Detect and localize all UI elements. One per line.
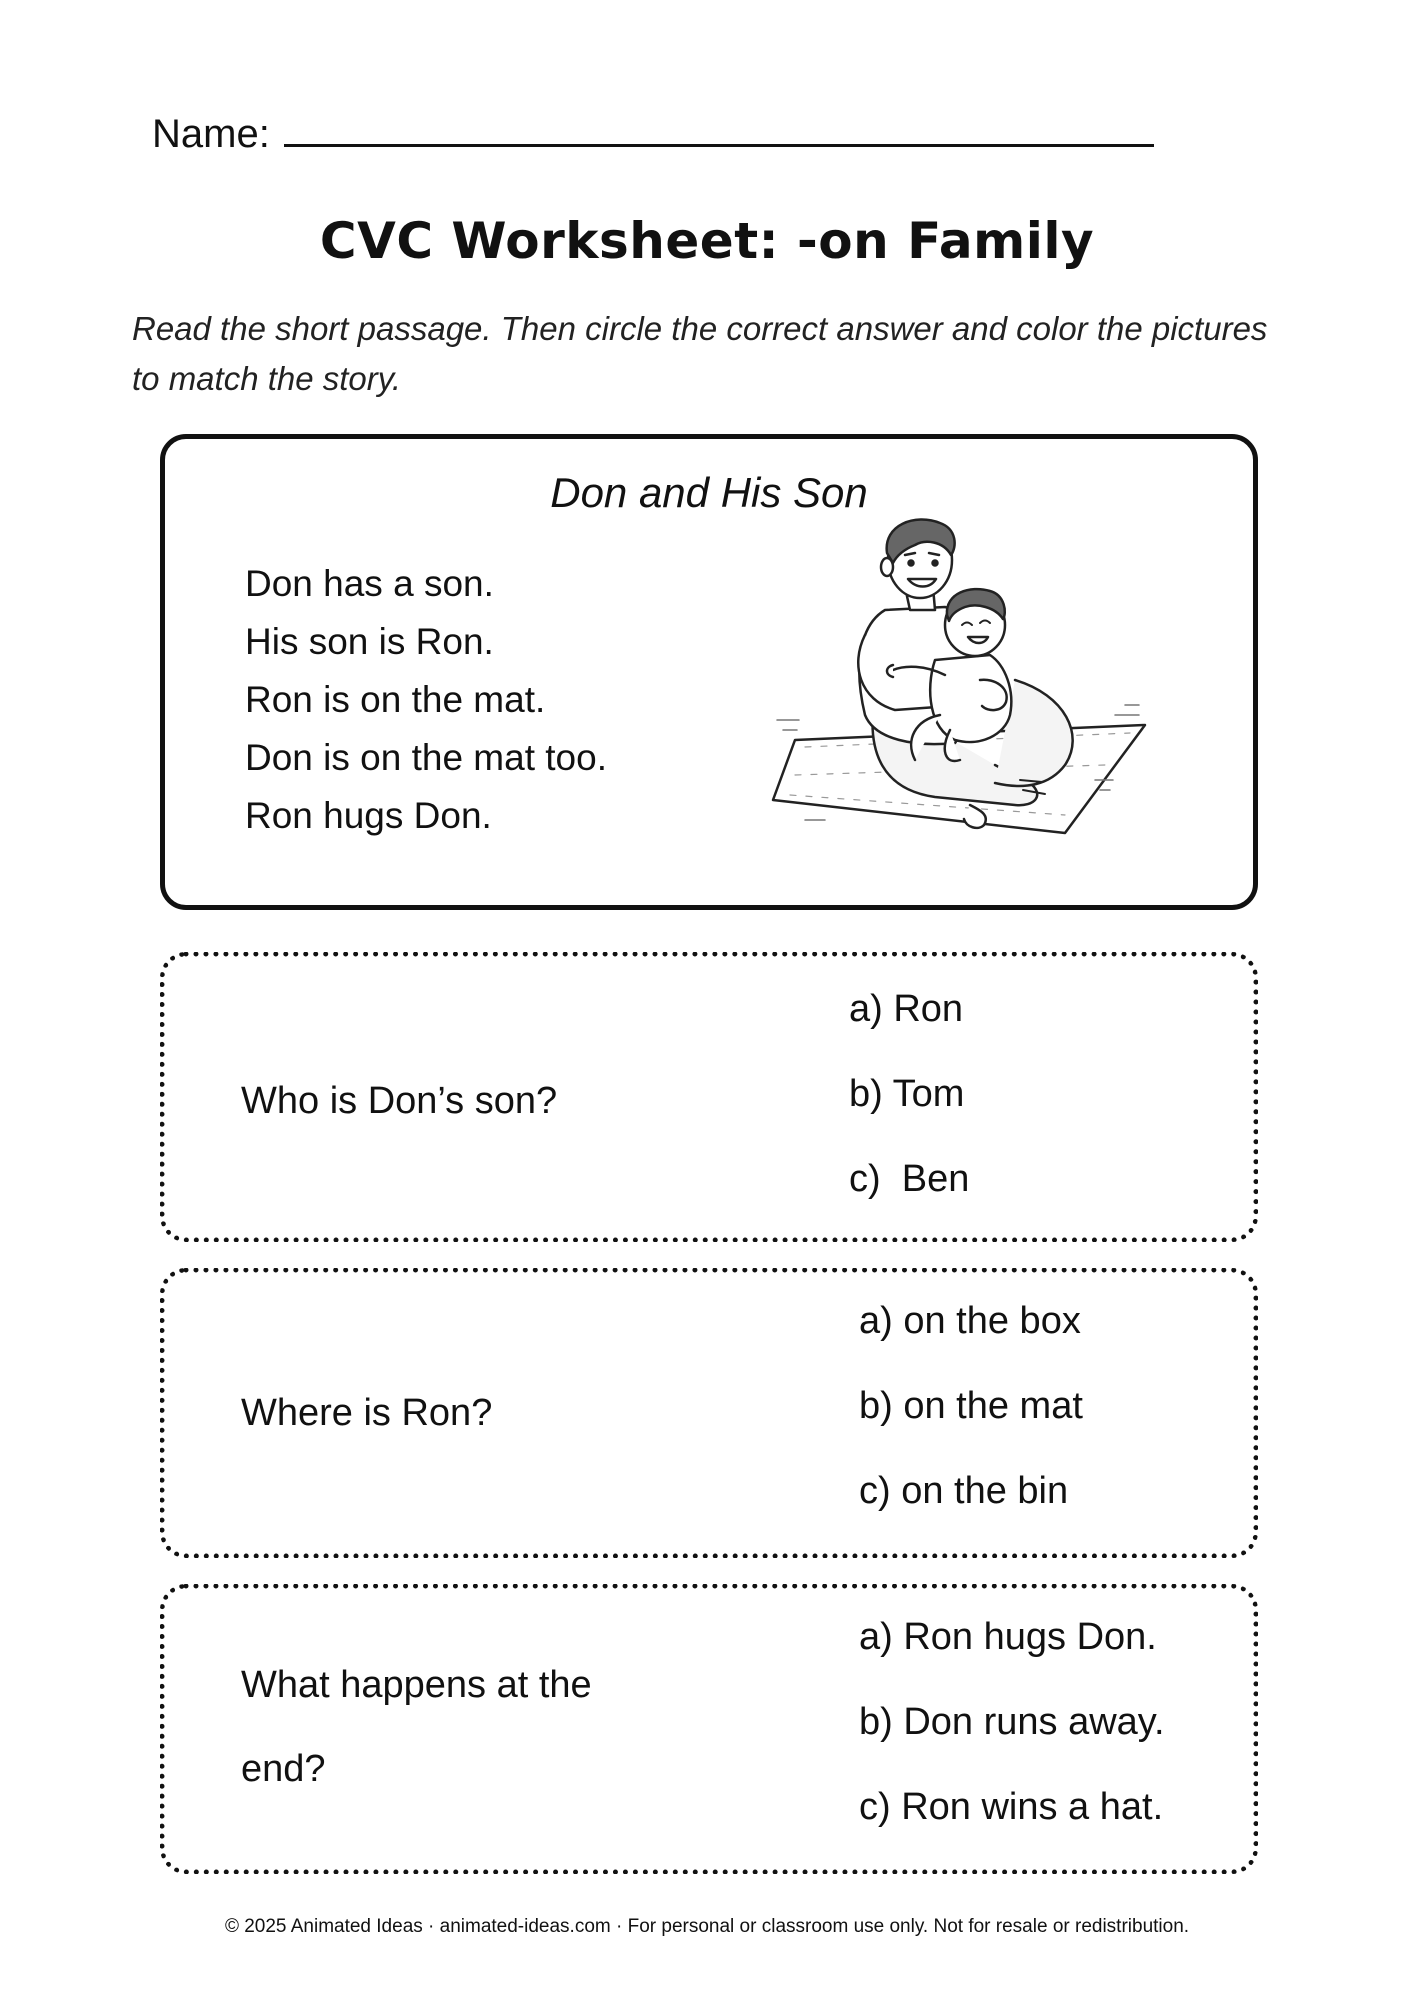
- question-box-1: [160, 952, 1258, 1242]
- answer-option-a[interactable]: a) Ron hugs Don.: [859, 1616, 1157, 1658]
- instructions: Read the short passage. Then circle the correct answer and color the pictures to match the story.: [132, 310, 1268, 397]
- answer-option-b[interactable]: b) Tom: [849, 1073, 965, 1115]
- story-line: Ron is on the mat.: [245, 679, 546, 720]
- father-hugging-son-on-mat-illustration: [765, 515, 1165, 845]
- answer-option-c[interactable]: c) on the bin: [859, 1470, 1069, 1512]
- worksheet-title: CVC Worksheet: -on Family: [319, 212, 1095, 270]
- story-line: His son is Ron.: [245, 621, 494, 662]
- answer-option-b[interactable]: b) on the mat: [859, 1385, 1083, 1427]
- story-title: Don and His Son: [550, 469, 868, 516]
- name-blank-line: [284, 118, 1154, 147]
- story-line: Don has a son.: [245, 563, 494, 604]
- story-line: Don is on the mat too.: [245, 737, 607, 778]
- answer-option-a[interactable]: a) on the box: [859, 1300, 1081, 1342]
- answer-option-c[interactable]: c) Ben: [849, 1158, 970, 1200]
- story-line: Ron hugs Don.: [245, 795, 492, 836]
- question-text: Who is Don’s son?: [241, 1080, 558, 1122]
- question-box-2: [160, 1268, 1258, 1558]
- question-box-3: [160, 1584, 1258, 1874]
- story-box: [160, 434, 1258, 910]
- question-text: What happens at the end?: [241, 1664, 592, 1790]
- answer-option-c[interactable]: c) Ron wins a hat.: [859, 1786, 1164, 1828]
- answer-options: [859, 1295, 1083, 1550]
- question-text: Where is Ron?: [241, 1392, 493, 1434]
- story-passage: [245, 555, 607, 845]
- answer-options: [859, 1611, 1165, 1866]
- answer-options: [849, 983, 969, 1238]
- copyright-footer: © 2025 Animated Ideas · animated-ideas.com · For personal or classroom use only. Not for resale or redistribution.: [224, 1916, 1190, 1937]
- answer-option-a[interactable]: a) Ron: [849, 988, 964, 1030]
- name-field: [152, 112, 1154, 157]
- name-label: Name:: [152, 112, 270, 156]
- answer-option-b[interactable]: b) Don runs away.: [859, 1701, 1165, 1743]
